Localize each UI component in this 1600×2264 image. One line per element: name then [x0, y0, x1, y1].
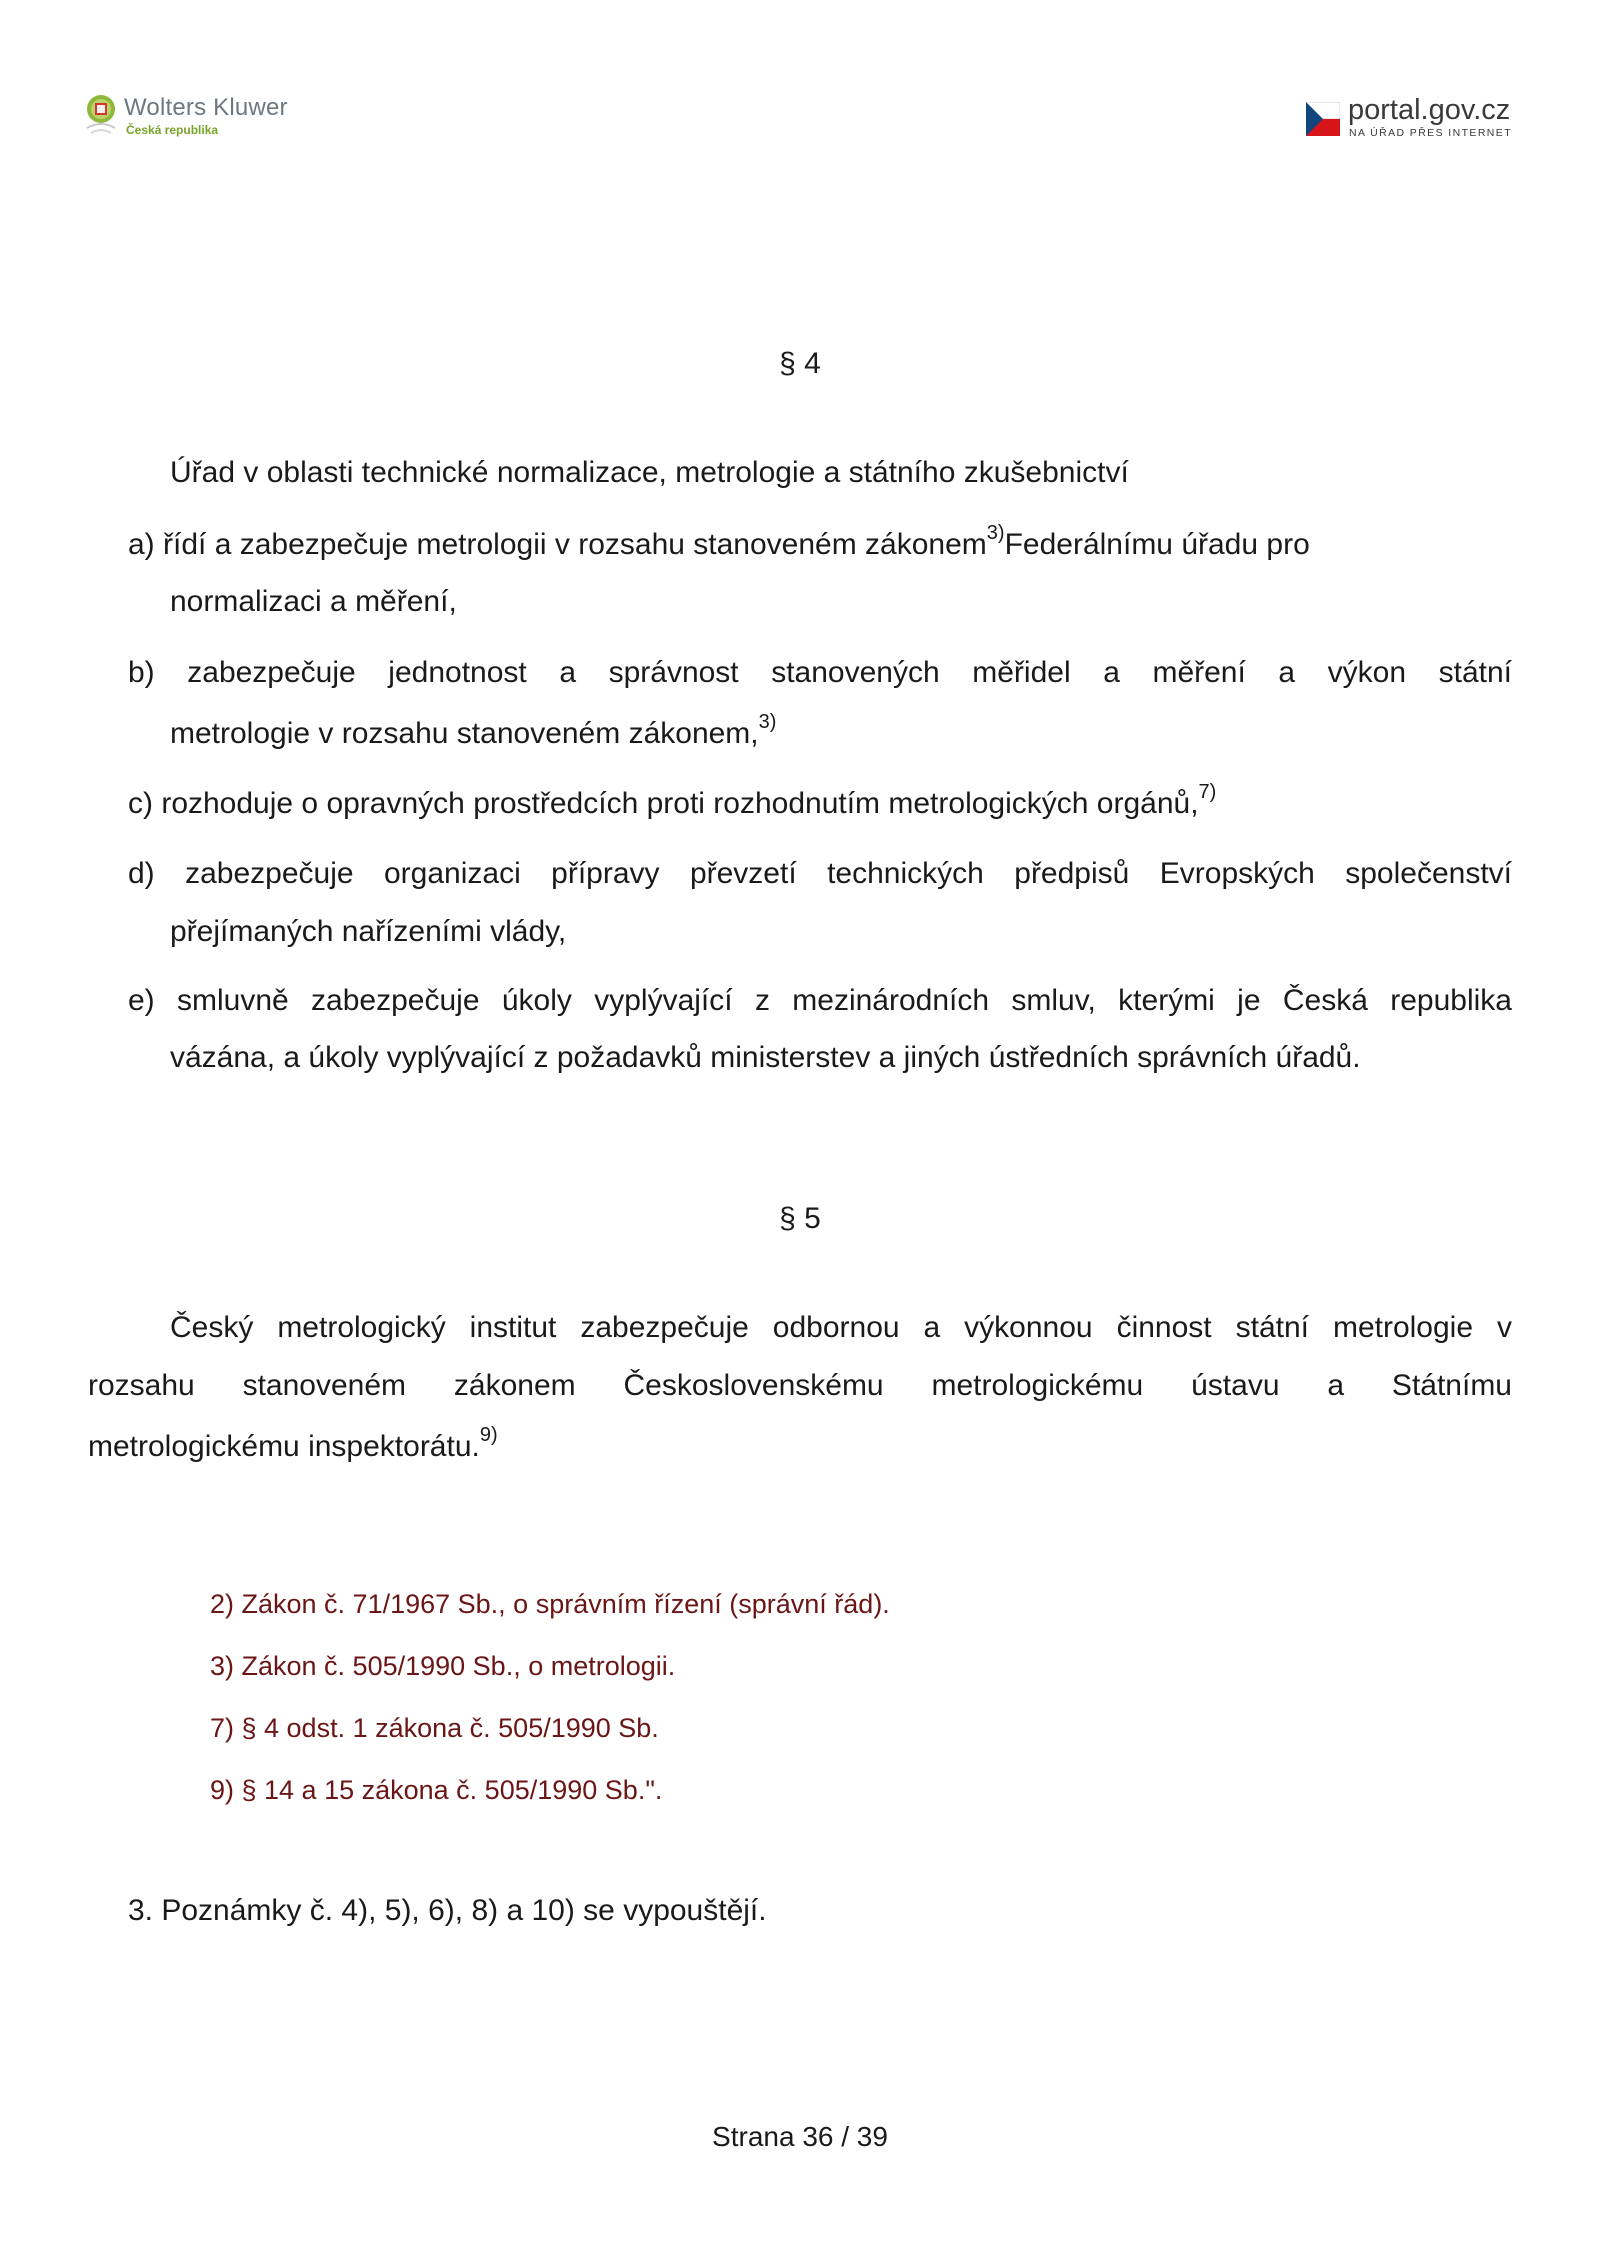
item-b-line-1: b) zabezpečuje jednotnost a správnost stanovených měřidel a měření a výkon státní [128, 656, 1512, 689]
item-b-footnote-ref: 3) [758, 711, 777, 733]
item-d-line-2: přejímaných nařízeními vlády, [170, 915, 567, 948]
item-c-footnote-ref: 7) [1198, 781, 1217, 803]
section-4-intro: Úřad v oblasti technické normalizace, metrologie a státního zkušebnictví [170, 456, 1129, 489]
item-c-text: c) rozhoduje o opravných prostředcích proti rozhodnutím metrologických orgánů, [128, 787, 1199, 820]
item-a-text-continued: Federálnímu úřadu pro [1004, 528, 1310, 561]
page-number: Strana 36 / 39 [712, 2121, 888, 2152]
czech-flag-icon [1306, 102, 1340, 136]
wolters-kluwer-name: Wolters Kluwer [124, 94, 288, 121]
portal-subtitle: NA ÚŘAD PŘES INTERNET [1349, 127, 1513, 139]
portal-name: portal.gov.cz [1348, 94, 1511, 126]
item-a-line-1 [128, 522, 1512, 563]
item-a-text: a) řídí a zabezpečuje metrologii v rozsahu stanoveném zákonem [128, 528, 987, 561]
item-e-line-1: e) smluvně zabezpečuje úkoly vyplývající z mezinárodních smluv, kterými je Česká republika [128, 984, 1512, 1017]
footnote-7: 7) § 4 odst. 1 zákona č. 505/1990 Sb. [210, 1713, 659, 1743]
section-4-heading: § 4 [779, 347, 821, 380]
footnote-9: 9) § 14 a 15 zákona č. 505/1990 Sb.". [210, 1775, 663, 1805]
footnote-2: 2) Zákon č. 71/1967 Sb., o správním řízení (správní řád). [210, 1589, 890, 1619]
section-5-line-1: Český metrologický institut zabezpečuje odbornou a výkonnou činnost státní metrologie v [170, 1311, 1512, 1344]
wolters-kluwer-emblem-icon [84, 94, 118, 136]
item-a-line-2: normalizaci a měření, [170, 585, 457, 618]
wolters-kluwer-subtitle: Česká republika [126, 123, 219, 137]
section-5-heading: § 5 [779, 1202, 821, 1235]
item-b-line-2 [170, 711, 777, 752]
wolters-kluwer-logo [84, 92, 324, 142]
item-e-line-2: vázána, a úkoly vyplývající z požadavků ministerstev a jiných ústředních správních úřadů. [170, 1041, 1361, 1074]
portal-gov-logo [1306, 96, 1526, 140]
section-5-line-3 [88, 1424, 498, 1465]
item-b-text: metrologie v rozsahu stanoveném zákonem, [170, 717, 759, 750]
item-a-footnote-ref: 3) [986, 522, 1005, 544]
item-c-line-1 [128, 781, 1217, 822]
item-d-line-1: d) zabezpečuje organizaci přípravy převzetí technických předpisů Evropských společenství [128, 857, 1512, 890]
section-5-text: metrologickému inspektorátu. [88, 1430, 480, 1463]
section-5-line-2: rozsahu stanoveném zákonem Československému metrologickému ústavu a Státnímu [88, 1369, 1512, 1402]
amendment-note: 3. Poznámky č. 4), 5), 6), 8) a 10) se vypouštějí. [128, 1894, 767, 1927]
section-5-footnote-ref: 9) [479, 1424, 498, 1446]
footnote-3: 3) Zákon č. 505/1990 Sb., o metrologii. [210, 1651, 676, 1681]
